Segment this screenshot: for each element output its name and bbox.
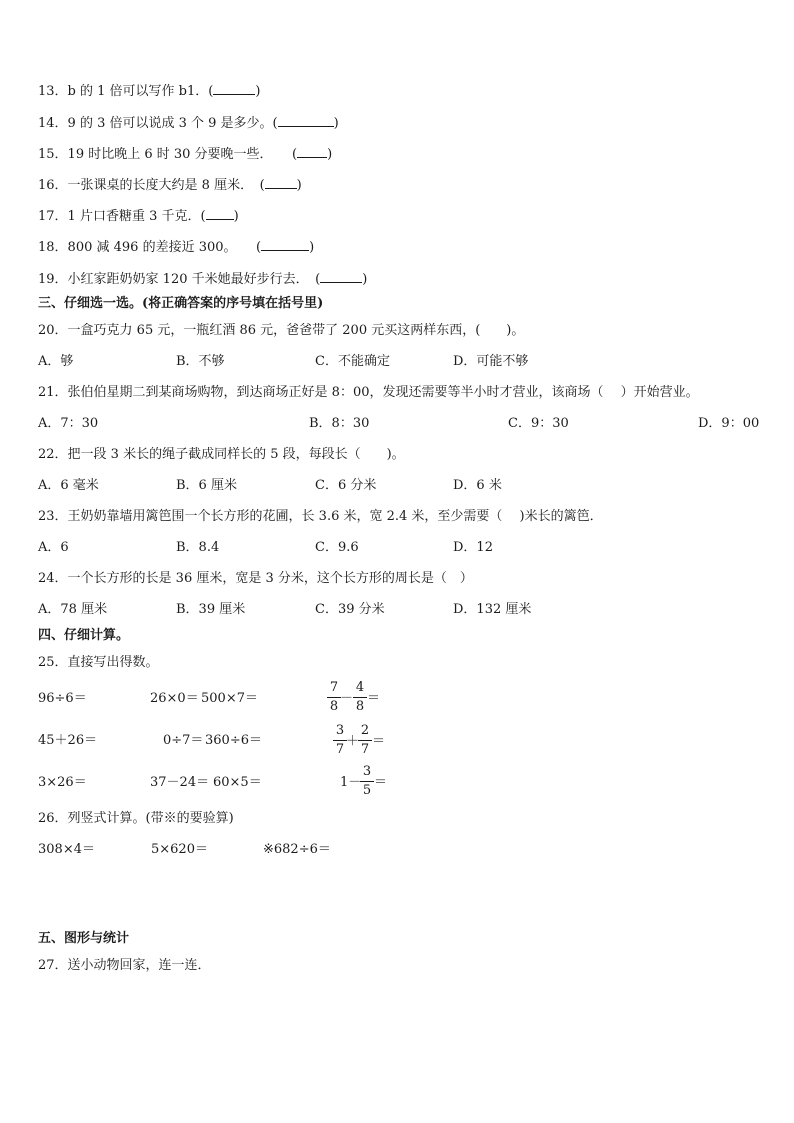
option-c[interactable]: C．9.6 (315, 540, 359, 555)
question-14: 14．9 的 3 倍可以说成 3 个 9 是多少。( ) (38, 116, 339, 131)
equals-sign: ＝ (367, 691, 381, 706)
question-23: 23．王奶奶靠墙用篱笆围一个长方形的花圃，长 3.6 米，宽 2.4 米，至少需要（ )米长的篱笆． (38, 509, 603, 524)
fraction: 4 8 (353, 680, 367, 715)
calc-item: 26×0＝ (150, 691, 199, 706)
equals-sign: ＝ (372, 734, 386, 749)
operator: ＋ (346, 734, 360, 749)
fraction: 3 5 (360, 764, 374, 799)
option-b[interactable]: B．39 厘米 (176, 602, 246, 617)
option-d[interactable]: D．132 厘米 (453, 602, 532, 617)
option-b[interactable]: B．不够 (176, 354, 225, 369)
calc-item: 500×7＝ (201, 691, 258, 706)
question-13: 13．b 的 1 倍可以写作 b1．( ) (38, 84, 261, 99)
question-18: 18．800 减 496 的差接近 300。 ( ) (38, 240, 315, 255)
calc-item: 3×26＝ (38, 775, 87, 790)
question-20: 20．一盒巧克力 65 元，一瓶红酒 86 元，爸爸带了 200 元买这两样东西，( )。 (38, 323, 525, 338)
vertical-calc-item: ※682÷6＝ (263, 842, 331, 857)
option-c[interactable]: C．不能确定 (315, 354, 390, 369)
question-15: 15．19 时比晚上 6 时 30 分要晚一些． ( ) (38, 147, 333, 162)
answer-blank[interactable] (265, 176, 297, 189)
option-d[interactable]: D．12 (453, 540, 493, 555)
vertical-calc-item: 308×4＝ (38, 842, 95, 857)
answer-blank[interactable] (297, 145, 327, 158)
answer-blank[interactable] (206, 207, 234, 220)
question-21: 21．张伯伯星期二到某商场购物，到达商场正好是 8：00，发现还需要等半小时才营业，该商场（ ）开始营业。 (38, 385, 699, 400)
option-a[interactable]: A．够 (38, 354, 74, 369)
option-a[interactable]: A．6 毫米 (38, 478, 99, 493)
option-d[interactable]: D．9：00 (698, 416, 760, 431)
option-a[interactable]: A．6 (38, 540, 69, 555)
equals-sign: ＝ (374, 775, 388, 790)
fraction: 7 8 (327, 680, 341, 715)
calc-item: 360÷6＝ (205, 733, 262, 748)
question-26: 26．列竖式计算。(带※的要验算) (38, 811, 234, 826)
option-c[interactable]: C．39 分米 (315, 602, 385, 617)
section-heading-3: 三、仔细选一选。(将正确答案的序号填在括号里) (38, 296, 324, 311)
operator: － (340, 691, 354, 706)
vertical-calc-item: 5×620＝ (151, 842, 208, 857)
option-d[interactable]: D．可能不够 (453, 354, 529, 369)
question-16: 16．一张课桌的长度大约是 8 厘米． ( ) (38, 178, 302, 193)
calc-item: 60×5＝ (213, 775, 262, 790)
option-c[interactable]: C．9：30 (508, 416, 569, 431)
option-b[interactable]: B．8：30 (309, 416, 370, 431)
option-d[interactable]: D．6 米 (453, 478, 502, 493)
fraction: 3 7 (333, 723, 347, 758)
question-22: 22．把一段 3 米长的绳子截成同样长的 5 段，每段长（ )。 (38, 447, 405, 462)
option-a[interactable]: A．7：30 (38, 416, 99, 431)
question-17: 17．1 片口香糖重 3 千克．( ) (38, 209, 239, 224)
fraction: 2 7 (358, 723, 372, 758)
section-heading-4: 四、仔细计算。 (38, 628, 130, 643)
question-27: 27．送小动物回家，连一连． (38, 958, 211, 973)
question-25: 25．直接写出得数。 (38, 655, 159, 670)
answer-blank[interactable] (213, 82, 255, 95)
question-19: 19．小红家距奶奶家 120 千米她最好步行去． ( ) (38, 272, 368, 287)
calc-item: 96÷6＝ (38, 691, 87, 706)
option-a[interactable]: A．78 厘米 (38, 602, 108, 617)
calc-item: 37－24＝ (150, 775, 210, 790)
answer-blank[interactable] (320, 270, 362, 283)
option-b[interactable]: B．8.4 (176, 540, 220, 555)
option-b[interactable]: B．6 厘米 (176, 478, 237, 493)
answer-blank[interactable] (261, 238, 309, 251)
section-heading-5: 五、图形与统计 (38, 931, 130, 946)
operator: 1－ (340, 775, 362, 790)
answer-blank[interactable] (278, 114, 334, 127)
calc-item: 45＋26＝ (38, 733, 98, 748)
calc-item: 0÷7＝ (163, 733, 204, 748)
question-24: 24．一个长方形的长是 36 厘米，宽是 3 分米，这个长方形的周长是（ ） (38, 571, 473, 586)
option-c[interactable]: C．6 分米 (315, 478, 377, 493)
